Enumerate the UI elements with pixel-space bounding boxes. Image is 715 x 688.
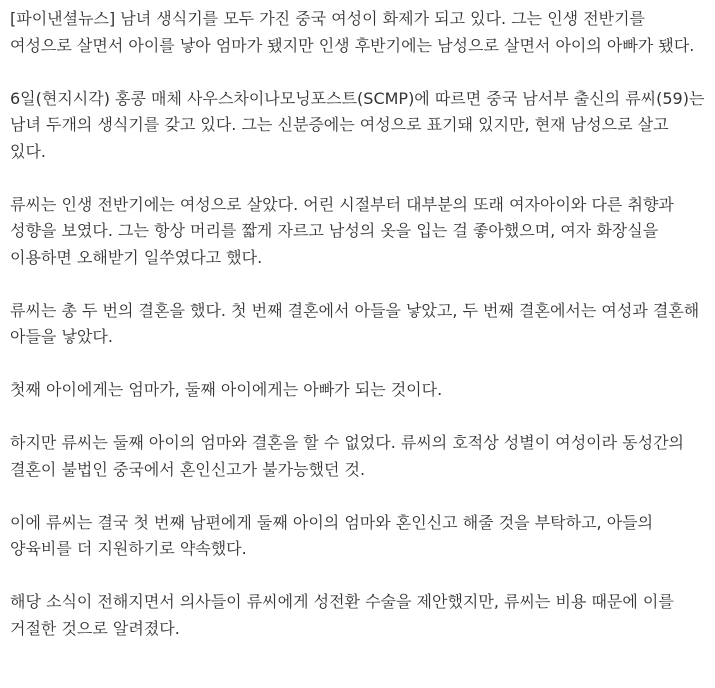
article-paragraph-7: 이에 류씨는 결국 첫 번째 남편에게 둘째 아이의 엄마와 혼인신고 해줄 것을 부탁하고, 아들의 양육비를 더 지원하기로 약속했다. bbox=[10, 512, 654, 558]
article-paragraph-3: 류씨는 인생 전반기에는 여성으로 살았다. 어린 시절부터 대부분의 또래 여자아이와 다른 취향과 성향을 보였다. 그는 항상 머리를 짧게 자르고 남성의 옷을 입는 걸 좋아했으며, 여자 화장실을 이용하면 오해받기 일쑤였다고 했다. bbox=[10, 194, 674, 267]
article-paragraph-5: 첫째 아이에게는 엄마가, 둘째 아이에게는 아빠가 되는 것이다. bbox=[10, 380, 443, 399]
article-paragraph-4: 류씨는 총 두 번의 결혼을 했다. 첫 번째 결혼에서 아들을 낳았고, 두 번째 결혼에서는 여성과 결혼해 아들을 낳았다. bbox=[10, 300, 700, 346]
article-paragraph-1: [파이낸셜뉴스] 남녀 생식기를 모두 가진 중국 여성이 화제가 되고 있다. 그는 인생 전반기를 여성으로 살면서 아이를 낳아 엄마가 됐지만 인생 후반기에는 남성으로 살면서 아이의 아빠가 됐다. bbox=[10, 9, 695, 55]
article-paragraph-6: 하지만 류씨는 둘째 아이의 엄마와 결혼을 할 수 없었다. 류씨의 호적상 성별이 여성이라 동성간의 결혼이 불법인 중국에서 혼인신고가 불가능했던 것. bbox=[10, 433, 684, 479]
article-paragraph-8: 해당 소식이 전해지면서 의사들이 류씨에게 성전환 수술을 제안했지만, 류씨는 비용 때문에 이를 거절한 것으로 알려졌다. bbox=[10, 592, 674, 638]
article-paragraph-2: 6일(현지시각) 홍콩 매체 사우스차이나모닝포스트(SCMP)에 따르면 중국 남서부 출신의 류씨(59)는 남녀 두개의 생식기를 갖고 있다. 그는 신분증에는 여성으로 표기돼 있지만, 현재 남성으로 살고 있다. bbox=[10, 88, 705, 161]
